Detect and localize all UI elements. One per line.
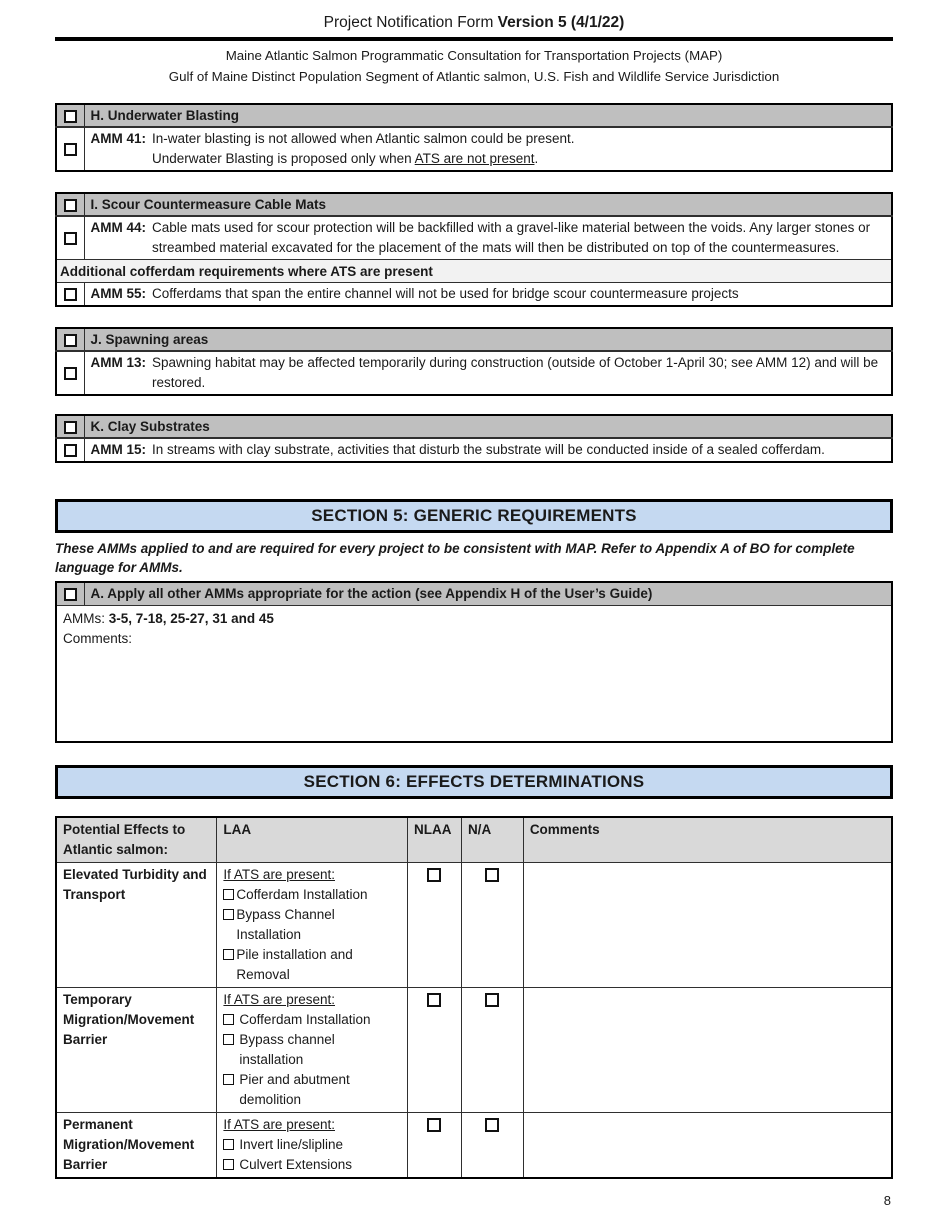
row1-cofferdam-label: Cofferdam Installation <box>236 887 368 902</box>
row1-item-bypass <box>223 905 401 945</box>
row1-item-cofferdam <box>223 885 401 905</box>
table-generic-requirements <box>55 581 893 743</box>
row2-nlaa-checkbox[interactable] <box>427 993 441 1007</box>
section-i-header-row <box>56 193 892 216</box>
table-scour-cable-mats <box>55 192 893 307</box>
section6-banner: SECTION 6: EFFECTS DETERMINATIONS <box>55 765 893 799</box>
row1-bypass-label: Bypass Channel Installation <box>236 907 335 942</box>
page-title <box>55 12 893 34</box>
row3-comments-cell[interactable] <box>523 1113 892 1179</box>
effect-name-permanent-barrier: Permanent Migration/Movement Barrier <box>56 1113 217 1179</box>
section5-a-header-row <box>56 582 892 605</box>
section5-a-title: A. Apply all other AMMs appropriate for the action (see Appendix H of the User’s Guide) <box>84 582 892 605</box>
col-header-comments: Comments <box>523 817 892 863</box>
row3-culvert-label: Culvert Extensions <box>239 1157 352 1172</box>
amm41-checkbox[interactable] <box>64 143 77 156</box>
row2-pier-checkbox[interactable] <box>223 1074 234 1085</box>
amms-label: AMMs: <box>63 610 109 626</box>
section-h-header-row <box>56 104 892 127</box>
section-i-checkbox[interactable] <box>64 199 77 212</box>
row2-item-cofferdam <box>223 1010 401 1030</box>
section5-a-checkbox[interactable] <box>64 588 77 601</box>
amm15-label: AMM 15: <box>90 442 147 457</box>
amm44-row <box>56 216 892 260</box>
col-header-laa: LAA <box>217 817 408 863</box>
amm44-text: Cable mats used for scour protection will be backfilled with a gravel-like material between the voids. Any larger stones or streambed material excavated for the placement of the mats will then be distributed on top of the countermeasures. <box>152 220 871 255</box>
page-title-version: Version 5 (4/1/22) <box>497 14 625 31</box>
row2-bypass-checkbox[interactable] <box>223 1034 234 1045</box>
row3-invert-label: Invert line/slipline <box>239 1137 343 1152</box>
amm15-row <box>56 438 892 462</box>
amm55-row <box>56 283 892 307</box>
amm55-text: Cofferdams that span the entire channel will not be used for bridge scour countermeasure projects <box>152 286 739 301</box>
row2-cofferdam-checkbox[interactable] <box>223 1014 234 1025</box>
amm41-line2 <box>152 149 885 169</box>
section-j-title: J. Spawning areas <box>84 328 892 351</box>
row1-pile-checkbox[interactable] <box>223 949 234 960</box>
section5-comments-area[interactable] <box>56 605 892 742</box>
col-header-na: N/A <box>461 817 523 863</box>
row2-laa-heading: If ATS are present: <box>223 992 335 1007</box>
row2-na-checkbox[interactable] <box>485 993 499 1007</box>
amm55-label: AMM 55: <box>90 286 147 301</box>
amm41-label: AMM 41: <box>90 131 147 146</box>
row3-item-culvert <box>223 1155 401 1175</box>
amm13-label: AMM 13: <box>90 355 147 370</box>
amm41-row <box>56 127 892 171</box>
table-clay-substrates <box>55 414 893 463</box>
row1-bypass-checkbox[interactable] <box>223 909 234 920</box>
title-rule <box>55 37 893 41</box>
amm55-checkbox[interactable] <box>64 288 77 301</box>
row1-item-pile <box>223 945 401 985</box>
row2-bypass-label: Bypass channel installation <box>239 1032 335 1067</box>
section-k-title: K. Clay Substrates <box>84 415 892 438</box>
section-i-title: I. Scour Countermeasure Cable Mats <box>84 193 892 216</box>
effect-name-temporary-barrier: Temporary Migration/Movement Barrier <box>56 988 217 1113</box>
amm15-checkbox[interactable] <box>64 444 77 457</box>
effects-row-permanent-barrier <box>56 1113 892 1179</box>
section-h-checkbox[interactable] <box>64 110 77 123</box>
row1-pile-label: Pile installation and Removal <box>236 947 353 982</box>
col-header-effects: Potential Effects to Atlantic salmon: <box>56 817 217 863</box>
section5-banner: SECTION 5: GENERIC REQUIREMENTS <box>55 499 893 533</box>
row2-pier-label: Pier and abutment demolition <box>239 1072 350 1107</box>
table-effects-determinations <box>55 816 893 1179</box>
row1-nlaa-checkbox[interactable] <box>427 868 441 882</box>
amm41-line2-post: . <box>534 151 539 166</box>
amm41-line2-pre: Underwater Blasting is proposed only when <box>152 151 415 166</box>
row3-nlaa-checkbox[interactable] <box>427 1118 441 1132</box>
subtitle-map: Maine Atlantic Salmon Programmatic Consultation for Transportation Projects (MAP) <box>225 48 723 63</box>
row3-na-checkbox[interactable] <box>485 1118 499 1132</box>
col-header-nlaa: NLAA <box>407 817 461 863</box>
row1-cofferdam-checkbox[interactable] <box>223 889 234 900</box>
row2-comments-cell[interactable] <box>523 988 892 1113</box>
section-k-header-row <box>56 415 892 438</box>
row2-item-pier <box>223 1070 401 1110</box>
table-spawning-areas <box>55 327 893 396</box>
amms-values: 3-5, 7-18, 25-27, 31 and 45 <box>108 610 274 626</box>
table-underwater-blasting <box>55 103 893 172</box>
section-j-header-row <box>56 328 892 351</box>
amm41-line1: In-water blasting is not allowed when Atlantic salmon could be present. <box>152 131 575 146</box>
comments-label: Comments: <box>63 630 133 646</box>
section-h-title: H. Underwater Blasting <box>84 104 892 127</box>
row3-invert-checkbox[interactable] <box>223 1139 234 1150</box>
amm41-text <box>152 129 885 169</box>
section-j-checkbox[interactable] <box>64 334 77 347</box>
row3-laa-heading: If ATS are present: <box>223 1117 335 1132</box>
row2-item-bypass <box>223 1030 401 1070</box>
effects-header-row <box>56 817 892 863</box>
effects-row-temporary-barrier <box>56 988 892 1113</box>
amm15-text: In streams with clay substrate, activities that disturb the substrate will be conducted inside of a sealed cofferdam. <box>152 442 825 457</box>
row1-laa-heading: If ATS are present: <box>223 867 335 882</box>
row3-item-invert <box>223 1135 401 1155</box>
section-k-checkbox[interactable] <box>64 421 77 434</box>
amm13-text: Spawning habitat may be affected temporarily during construction (outside of October 1-April 30; see AMM 12) and will be restored. <box>152 355 879 390</box>
amm44-label: AMM 44: <box>90 220 147 235</box>
section5-note: These AMMs applied to and are required for every project to be consistent with MAP. Refer to Appendix A of BO for complete language for AMMs. <box>55 541 855 575</box>
subtitle-jurisdiction: Gulf of Maine Distinct Population Segment of Atlantic salmon, U.S. Fish and Wildlife Service Jurisdiction <box>168 69 780 84</box>
row1-na-checkbox[interactable] <box>485 868 499 882</box>
effect-name-turbidity: Elevated Turbidity and Transport <box>56 863 217 988</box>
section5-comments-row <box>56 605 892 742</box>
effects-row-turbidity <box>56 863 892 988</box>
amm13-checkbox[interactable] <box>64 367 77 380</box>
amm41-line2-underlined: ATS are not present <box>414 151 535 166</box>
row1-comments-cell[interactable] <box>523 863 892 988</box>
row2-cofferdam-label: Cofferdam Installation <box>239 1012 371 1027</box>
page-title-prefix: Project Notification Form <box>323 14 498 31</box>
amm44-checkbox[interactable] <box>64 232 77 245</box>
row3-culvert-checkbox[interactable] <box>223 1159 234 1170</box>
additional-cofferdam-row <box>56 260 892 283</box>
amm13-row <box>56 351 892 395</box>
additional-cofferdam-title: Additional cofferdam requirements where ATS are present <box>56 260 892 283</box>
page-number: 8 <box>883 1193 891 1208</box>
amms-line <box>63 609 885 629</box>
